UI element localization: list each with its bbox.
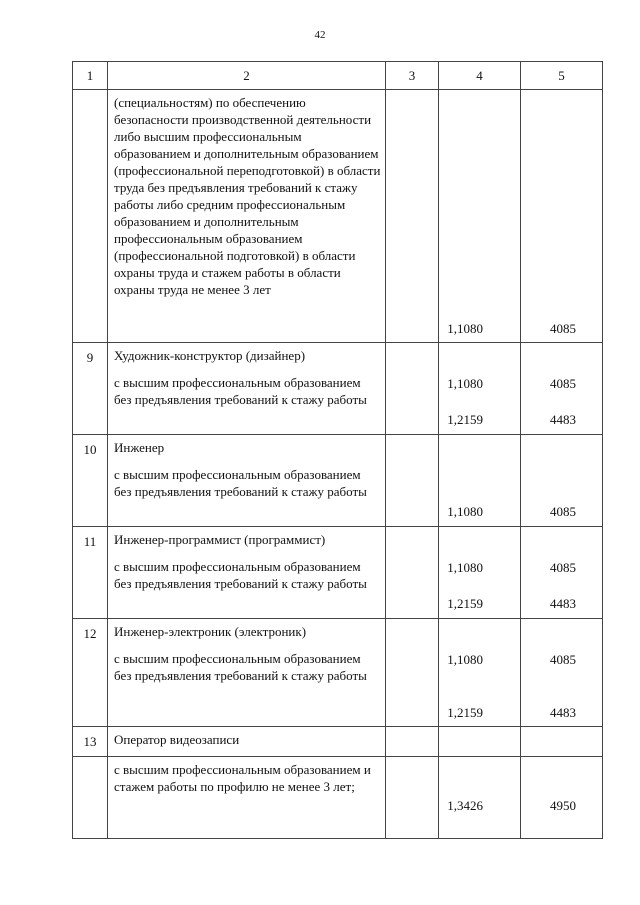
coefficient-value: 1,2159 (447, 705, 483, 720)
row-col3 (386, 527, 439, 619)
row-col3 (386, 757, 439, 839)
salary-value: 4085 (550, 376, 576, 391)
salary-value: 4483 (550, 705, 576, 720)
row-col3 (386, 343, 439, 435)
salary-value: 4085 (550, 560, 576, 575)
coefficient-value: 1,1080 (447, 652, 483, 667)
coefficient-value: 1,1080 (447, 321, 483, 336)
coefficient-value: 1,2159 (447, 412, 483, 427)
salary-value: 4483 (550, 412, 576, 427)
row-text: с высшим профессиональным образованием без предъявления требований к стажу работы (114, 467, 367, 499)
header-col-1: 1 (73, 62, 108, 90)
table-row (73, 619, 603, 727)
row-coefficient (439, 90, 521, 343)
header-col-2: 2 (108, 62, 386, 90)
table-row (73, 757, 603, 839)
row-salary (521, 343, 603, 435)
row-description (108, 619, 386, 727)
row-title: Оператор видеозаписи (114, 732, 240, 747)
salary-value: 4483 (550, 596, 576, 611)
row-salary (521, 619, 603, 727)
row-text: с высшим профессиональным образованием и стажем работы по профилю не менее 3 лет; (114, 762, 371, 794)
row-col3 (386, 90, 439, 343)
salary-value: 4085 (550, 652, 576, 667)
row-col3 (386, 619, 439, 727)
coefficient-value: 1,1080 (447, 560, 483, 575)
row-col3 (386, 435, 439, 527)
row-description (108, 757, 386, 839)
page-number: 42 (314, 29, 326, 41)
row-number: 9 (73, 343, 108, 435)
row-salary (521, 527, 603, 619)
row-number: 10 (73, 435, 108, 527)
row-number (73, 757, 108, 839)
row-number: 13 (73, 727, 108, 757)
row-description (108, 90, 386, 343)
row-description (108, 435, 386, 527)
header-col-4: 4 (439, 62, 521, 90)
row-text: (специальностям) по обеспечению безопасности производственной деятельности либо высшим профессиональным образованием и дополнительным образованием (профессиональной переподготовкой) в области труда без предъявления требований к стажу работы либо средним профессиональным образованием и дополнительным профессиональным образованием (профессиональной подготовкой) в области охраны труда и стажем работы в области охраны труда не менее 3 лет (114, 95, 381, 297)
row-coefficient (439, 527, 521, 619)
row-coefficient (439, 343, 521, 435)
coefficient-value: 1,1080 (447, 504, 483, 519)
row-col3 (386, 727, 439, 757)
coefficient-value: 1,2159 (447, 596, 483, 611)
salary-value: 4085 (550, 321, 576, 336)
table-row (73, 343, 603, 435)
row-salary (521, 435, 603, 527)
row-number (73, 90, 108, 343)
row-text: с высшим профессиональным образованием без предъявления требований к стажу работы (114, 651, 367, 683)
row-title: Художник-конструктор (дизайнер) (114, 348, 306, 363)
salary-value: 4085 (550, 504, 576, 519)
salary-value: 4950 (550, 798, 576, 813)
row-description (108, 727, 386, 757)
row-text: с высшим профессиональным образованием без предъявления требований к стажу работы (114, 375, 367, 407)
header-col-5: 5 (521, 62, 603, 90)
row-description (108, 527, 386, 619)
row-coefficient (439, 619, 521, 727)
row-coefficient (439, 757, 521, 839)
coefficient-value: 1,3426 (447, 798, 483, 813)
row-number: 12 (73, 619, 108, 727)
row-title: Инженер (114, 440, 165, 455)
header-row (73, 62, 603, 90)
row-coefficient (439, 435, 521, 527)
row-title: Инженер-программист (программист) (114, 532, 326, 547)
row-salary (521, 90, 603, 343)
coefficient-value: 1,1080 (447, 376, 483, 391)
row-title: Инженер-электроник (электроник) (114, 624, 307, 639)
row-text: с высшим профессиональным образованием без предъявления требований к стажу работы (114, 559, 367, 591)
table-row (73, 90, 603, 343)
row-description (108, 343, 386, 435)
row-salary (521, 727, 603, 757)
row-coefficient (439, 727, 521, 757)
header-col-3: 3 (386, 62, 439, 90)
row-number: 11 (73, 527, 108, 619)
salary-table (72, 61, 603, 839)
table-row (73, 727, 603, 757)
table-row (73, 527, 603, 619)
table-row (73, 435, 603, 527)
row-salary (521, 757, 603, 839)
